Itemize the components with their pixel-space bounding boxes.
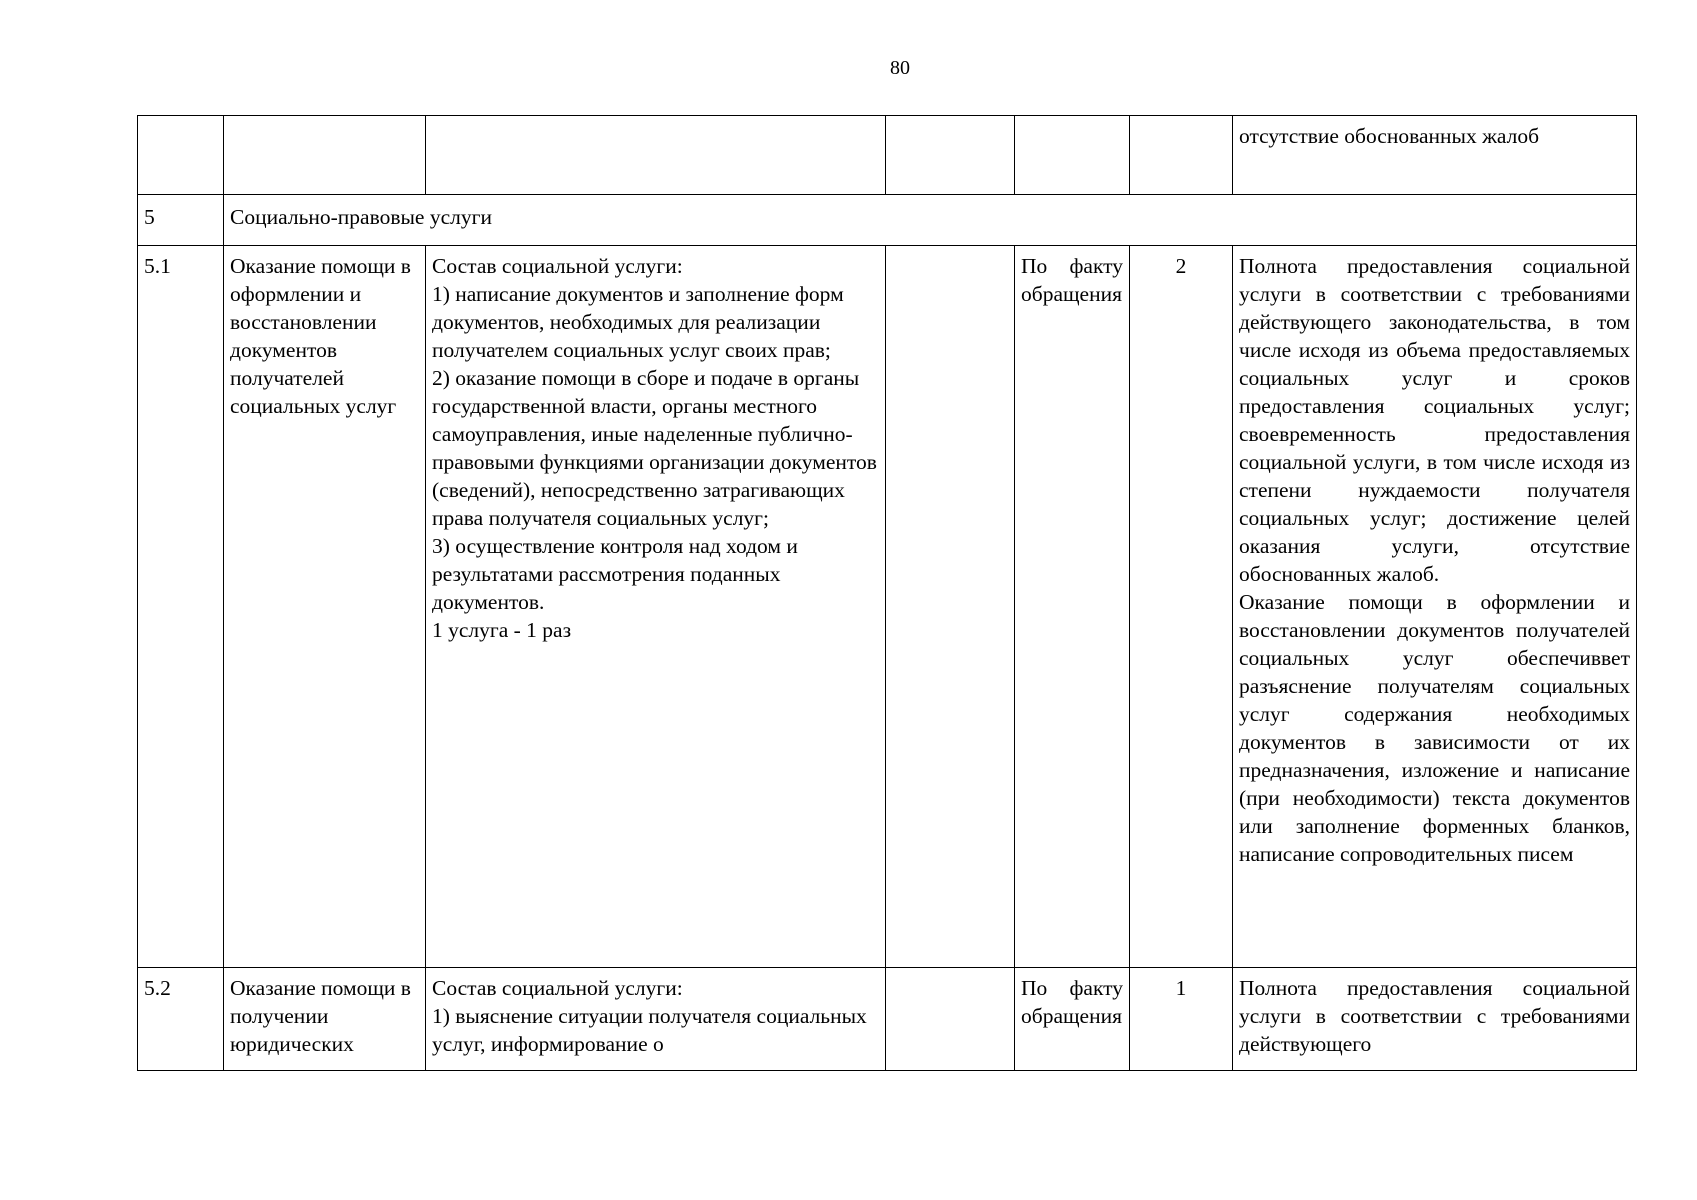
cell-empty [886, 968, 1015, 1071]
service-period: По факту обращения [1015, 246, 1130, 968]
section-row [138, 195, 1637, 246]
service-quality [1233, 246, 1637, 968]
service-count: 1 [1130, 968, 1233, 1071]
service-count: 2 [1130, 246, 1233, 968]
service-description [426, 968, 886, 1071]
description-line: 1) написание документов и заполнение форм документов, необходимых для реализации получателем социальных услуг своих прав; [432, 282, 844, 362]
cell-number [138, 116, 224, 195]
services-table [137, 115, 1637, 1071]
row-number: 5.1 [138, 246, 224, 968]
table-row-5-2 [138, 968, 1637, 1071]
description-line: 1) выяснение ситуации получателя социальных услуг, информирование о [432, 1004, 867, 1056]
cell-description [426, 116, 886, 195]
quality-paragraph: Полнота предоставления социальной услуги в соответствии с требованиями действующего [1239, 976, 1630, 1056]
cell-count [1130, 116, 1233, 195]
row-number: 5.2 [138, 968, 224, 1071]
service-period: По факту обращения [1015, 968, 1130, 1071]
description-line: 2) оказание помощи в сборе и подаче в органы государственной власти, органы местного самоуправления, иные наделенные публично-правовыми функциями организации документов (сведений), непосредственно затрагивающих права получателя социальных услуг; [432, 366, 877, 530]
section-title: Социально-правовые услуги [224, 195, 1637, 246]
description-line: 3) осуществление контроля над ходом и результатами рассмотрения поданных документов. [432, 534, 798, 614]
section-number: 5 [138, 195, 224, 246]
cell-period [1015, 116, 1130, 195]
service-quality [1233, 968, 1637, 1071]
cell-name [224, 116, 426, 195]
page-number: 80 [890, 57, 910, 79]
description-line: 1 услуга - 1 раз [432, 618, 572, 642]
continuation-row [138, 116, 1637, 195]
quality-paragraph: Полнота предоставления социальной услуги в соответствии с требованиями действующего законодательства, в том числе исходя из объема предоставляемых социальных услуг и сроков предоставления социальных услуг; своевременность предоставления социальной услуги, в том числе исходя из степени нуждаемости получателя социальных услуг; достижение целей оказания услуги, отсутствие обоснованных жалоб. [1239, 254, 1630, 586]
service-description [426, 246, 886, 968]
description-line: Состав социальной услуги: [432, 976, 683, 1000]
cell-quality: отсутствие обоснованных жалоб [1233, 116, 1637, 195]
description-line: Состав социальной услуги: [432, 254, 683, 278]
cell-empty [886, 116, 1015, 195]
service-name: Оказание помощи в получении юридических [224, 968, 426, 1071]
table-row-5-1 [138, 246, 1637, 968]
cell-empty [886, 246, 1015, 968]
quality-paragraph: Оказание помощи в оформлении и восстановлении документов получателей социальных услуг обеспечиввет разъяснение получателям социальных услуг содержания необходимых документов в зависимости от их предназначения, изложение и написание (при необходимости) текста документов или заполнение форменных бланков, написание сопроводительных писем [1239, 590, 1630, 866]
service-name: Оказание помощи в оформлении и восстановлении документов получателей социальных услуг [224, 246, 426, 968]
